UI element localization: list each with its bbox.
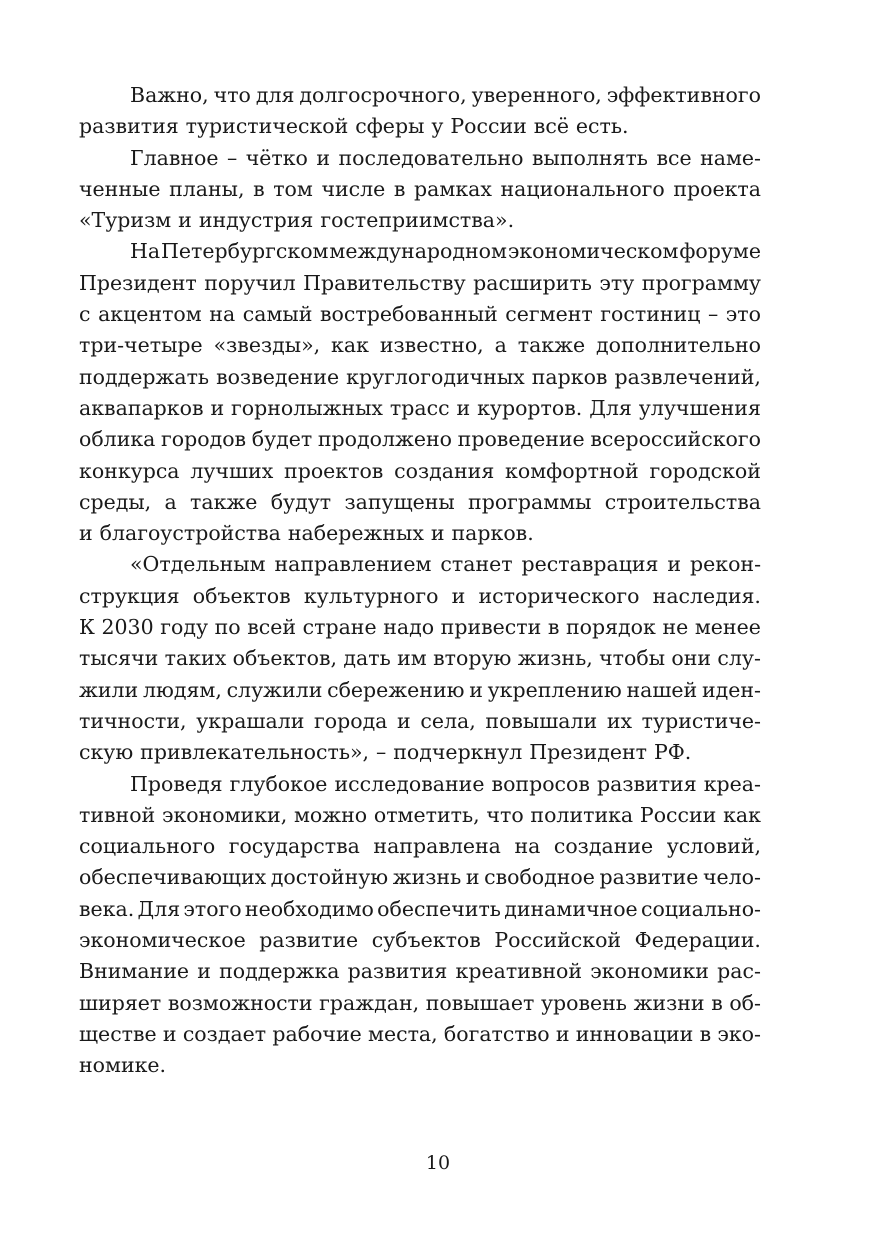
- word: украшали: [196, 708, 305, 733]
- word: сбережению: [327, 677, 465, 702]
- word: инновации: [575, 1021, 694, 1046]
- text-line: [79, 612, 761, 643]
- word: Федерации.: [634, 928, 761, 953]
- word: числе: [321, 176, 386, 201]
- word: Для: [137, 896, 181, 921]
- text-line: [79, 330, 761, 361]
- text-line: [79, 769, 761, 800]
- word: известно,: [379, 333, 484, 358]
- word: экономики: [590, 959, 709, 984]
- word: экономическом: [507, 239, 679, 264]
- word: слу-: [717, 646, 761, 671]
- word: у: [431, 114, 444, 139]
- word: иден-: [701, 677, 761, 702]
- text-line: [79, 925, 761, 956]
- word: и: [162, 1021, 177, 1046]
- word: рас-: [717, 959, 761, 984]
- word: этого: [183, 896, 242, 921]
- word: сегмент: [505, 302, 593, 327]
- word: проектов: [284, 458, 384, 483]
- word: круглогодичных: [346, 364, 525, 389]
- word: достойную: [270, 865, 389, 890]
- word: ширяет: [79, 990, 162, 1015]
- paragraph: [79, 236, 761, 549]
- word: трасс: [389, 395, 450, 420]
- word: строительства: [604, 489, 761, 514]
- word: среды,: [79, 489, 152, 514]
- word: всё: [533, 114, 569, 139]
- text-line: [79, 1019, 761, 1050]
- word: поручил: [204, 270, 296, 295]
- word: международном: [329, 239, 507, 264]
- word: также: [190, 489, 258, 514]
- word: проекта: [673, 176, 761, 201]
- text-line: [79, 80, 761, 111]
- word: программы: [468, 489, 592, 514]
- word: будет: [251, 427, 313, 452]
- word: в: [699, 1021, 712, 1046]
- word: поддержка: [219, 959, 340, 984]
- page-number: 10: [425, 1152, 451, 1174]
- word: условий,: [666, 834, 761, 859]
- word: «Туризм: [79, 208, 172, 233]
- word: как: [723, 802, 761, 827]
- word: жизнь: [392, 865, 462, 890]
- word: эффективного: [606, 83, 761, 107]
- word: как: [331, 333, 369, 358]
- word: развития: [347, 959, 448, 984]
- word: креа-: [703, 771, 761, 796]
- word: развития: [596, 771, 697, 796]
- word: укреплению: [487, 677, 622, 702]
- word: и: [397, 708, 411, 733]
- word: и: [178, 208, 192, 233]
- word: развитие: [599, 865, 699, 890]
- word: индустрия: [198, 208, 314, 233]
- word: исследование: [334, 771, 485, 796]
- word: и: [210, 395, 225, 420]
- word: национального: [500, 176, 665, 201]
- word: объектов,: [232, 646, 338, 671]
- word: городов: [161, 427, 247, 452]
- word: что: [213, 83, 251, 107]
- word: России: [450, 114, 527, 139]
- word: чтобы: [599, 646, 666, 671]
- word: не: [662, 615, 689, 640]
- text-line: [79, 424, 761, 455]
- text-line: [79, 894, 761, 925]
- word: культурного: [303, 583, 439, 608]
- word: развитие: [259, 928, 359, 953]
- text-line: [79, 800, 761, 831]
- word: тивной: [79, 802, 156, 827]
- word: набережных: [287, 521, 424, 546]
- word: улучшения: [638, 395, 761, 420]
- word: Правительству: [303, 270, 466, 295]
- word: том: [273, 176, 313, 201]
- text-line: [79, 174, 761, 205]
- text-line: [79, 643, 761, 674]
- word: Петербургском: [161, 239, 329, 264]
- word: реставрация: [521, 552, 659, 577]
- word: менее: [694, 615, 761, 640]
- text-line: [79, 236, 761, 267]
- word: дать: [343, 646, 391, 671]
- text-line: [79, 393, 761, 424]
- word: всей: [247, 615, 297, 640]
- word: проведение: [457, 427, 585, 452]
- word: и: [316, 145, 331, 170]
- word: создания: [394, 458, 495, 483]
- word: Проведя: [130, 771, 223, 796]
- word: парков: [531, 364, 608, 389]
- word: тичности,: [79, 708, 187, 733]
- word: самый: [242, 302, 313, 327]
- word: эту: [599, 270, 635, 295]
- word: обеспечить: [377, 896, 501, 921]
- word: конкурса: [79, 458, 180, 483]
- word: тысячи: [79, 646, 159, 671]
- word: на: [514, 834, 541, 859]
- word: планы,: [169, 176, 245, 201]
- word: социального: [79, 834, 216, 859]
- word: сферы: [355, 114, 425, 139]
- text-line: [79, 456, 761, 487]
- word: обеспечивающих: [79, 865, 267, 890]
- word: людям,: [142, 677, 222, 702]
- word: «звезды»,: [213, 333, 321, 358]
- word: таких: [164, 646, 227, 671]
- word: подчеркнул: [393, 740, 523, 765]
- word: субъектов: [371, 928, 481, 953]
- word: это: [725, 302, 761, 327]
- word: горнолыжных: [231, 395, 383, 420]
- word: возведение: [216, 364, 340, 389]
- word: места,: [368, 1021, 438, 1046]
- word: чело-: [702, 865, 761, 890]
- word: надо: [383, 615, 435, 640]
- text-line: [79, 362, 761, 393]
- word: России: [639, 802, 717, 827]
- word: повышали: [485, 708, 598, 733]
- text-line: [79, 706, 761, 737]
- word: дополнительно: [596, 333, 761, 358]
- word: с: [79, 302, 91, 327]
- word: и: [465, 865, 480, 890]
- word: все: [656, 145, 692, 170]
- word: городской: [649, 458, 761, 483]
- word: долгосрочного,: [299, 83, 467, 107]
- word: есть.: [575, 114, 629, 139]
- word: выполнять: [531, 145, 648, 170]
- word: наследия.: [652, 583, 761, 608]
- word: также: [517, 333, 586, 358]
- text-line: [79, 956, 761, 987]
- word: РФ.: [653, 740, 692, 765]
- text-line: [79, 1050, 761, 1081]
- word: креативной: [455, 959, 583, 984]
- word: развития: [79, 114, 179, 139]
- text-line: [79, 549, 761, 580]
- word: станет: [440, 552, 513, 577]
- text-line: [79, 111, 761, 142]
- text-line: [79, 675, 761, 706]
- text-line: [79, 205, 761, 236]
- word: Для: [589, 395, 632, 420]
- word: служили: [226, 677, 323, 702]
- word: Президент: [529, 740, 647, 765]
- word: расширить: [473, 270, 592, 295]
- word: рабочие: [272, 1021, 362, 1046]
- word: политика: [530, 802, 634, 827]
- word: продолжено: [317, 427, 453, 452]
- word: и: [469, 677, 483, 702]
- word: и: [451, 583, 466, 608]
- word: аквапарков: [79, 395, 204, 420]
- word: запущены: [344, 489, 455, 514]
- word: –: [707, 302, 719, 327]
- word: туристиче-: [641, 708, 761, 733]
- word: государства: [228, 834, 360, 859]
- word: социально-: [640, 896, 761, 921]
- word: по: [214, 615, 241, 640]
- word: вторую: [433, 646, 512, 671]
- word: наме-: [700, 145, 761, 170]
- word: струкция: [79, 583, 180, 608]
- word: парков.: [451, 521, 534, 546]
- word: номике.: [79, 1053, 167, 1078]
- word: Важно,: [130, 83, 209, 107]
- word: возможности: [167, 990, 313, 1015]
- word: рамках: [414, 176, 492, 201]
- word: они: [671, 646, 712, 671]
- text-line: [79, 862, 761, 893]
- word: на: [209, 302, 236, 327]
- text-line: [79, 581, 761, 612]
- word: «Отдельным: [130, 552, 266, 577]
- paragraph: [79, 80, 761, 143]
- word: направлением: [274, 552, 432, 577]
- paragraph: [79, 549, 761, 768]
- text-line: [79, 831, 761, 862]
- word: всероссийского: [590, 427, 761, 452]
- word: и: [79, 521, 93, 546]
- document-body: [79, 80, 761, 1082]
- text-line: [79, 268, 761, 299]
- word: Главное: [130, 145, 219, 170]
- word: нашей: [626, 677, 698, 702]
- word: ченные: [79, 176, 161, 201]
- text-line: [79, 737, 761, 768]
- word: направлена: [373, 834, 501, 859]
- word: стране: [302, 615, 377, 640]
- word: последовательно: [338, 145, 524, 170]
- word: создает: [182, 1021, 267, 1046]
- word: развлечений,: [614, 364, 761, 389]
- word: гостеприимства».: [320, 208, 515, 233]
- word: века.: [79, 896, 135, 921]
- word: и: [430, 521, 445, 546]
- word: глубокое: [229, 771, 328, 796]
- word: комфортной: [505, 458, 639, 483]
- word: скую: [79, 740, 134, 765]
- word: будут: [270, 489, 332, 514]
- word: На: [130, 239, 161, 264]
- word: форуме: [679, 239, 761, 264]
- word: порядок: [566, 615, 656, 640]
- word: чётко: [245, 145, 308, 170]
- word: Президент: [79, 270, 197, 295]
- word: об-: [729, 990, 761, 1015]
- word: –: [376, 740, 387, 765]
- word: 2030: [101, 615, 154, 640]
- paragraph: [79, 143, 761, 237]
- word: им: [397, 646, 427, 671]
- word: рекон-: [690, 552, 761, 577]
- word: акцентом: [98, 302, 202, 327]
- word: в: [547, 615, 560, 640]
- word: исторического: [478, 583, 640, 608]
- text-line: [79, 487, 761, 518]
- word: и: [197, 959, 211, 984]
- text-line: [79, 143, 761, 174]
- word: динамичное: [504, 896, 638, 921]
- word: Внимание: [79, 959, 190, 984]
- word: привлекательность»,: [140, 740, 370, 765]
- word: свободное: [484, 865, 595, 890]
- word: можно: [293, 802, 368, 827]
- word: облика: [79, 427, 156, 452]
- word: в: [393, 176, 406, 201]
- word: повышает: [425, 990, 535, 1015]
- word: жизни: [633, 990, 705, 1015]
- word: экономики,: [161, 802, 288, 827]
- text-line: [79, 299, 761, 330]
- word: богатство: [443, 1021, 550, 1046]
- word: отметить,: [373, 802, 480, 827]
- word: гостиниц: [600, 302, 701, 327]
- word: и: [555, 1021, 570, 1046]
- word: три-четыре: [79, 333, 203, 358]
- word: экономическое: [79, 928, 246, 953]
- word: вопросов: [491, 771, 590, 796]
- word: К: [79, 615, 95, 640]
- word: и: [667, 552, 682, 577]
- word: в: [711, 990, 723, 1015]
- word: и: [456, 395, 471, 420]
- word: –: [226, 145, 238, 170]
- word: а: [494, 333, 507, 358]
- word: а: [164, 489, 177, 514]
- word: жили: [79, 677, 139, 702]
- word: курортов.: [477, 395, 583, 420]
- word: объектов: [192, 583, 291, 608]
- word: эко-: [717, 1021, 761, 1046]
- word: жизнь,: [517, 646, 593, 671]
- word: города: [314, 708, 388, 733]
- word: году: [160, 615, 209, 640]
- text-line: [79, 988, 761, 1019]
- word: необходимо: [244, 896, 374, 921]
- text-line: [79, 518, 761, 549]
- word: востребованный: [319, 302, 498, 327]
- word: благоустройства: [99, 521, 281, 546]
- word: Российской: [494, 928, 622, 953]
- word: туристической: [185, 114, 349, 139]
- word: привести: [440, 615, 542, 640]
- word: ществе: [79, 1021, 157, 1046]
- word: их: [606, 708, 633, 733]
- word: граждан,: [319, 990, 420, 1015]
- word: программу: [641, 270, 761, 295]
- word: поддержать: [79, 364, 210, 389]
- word: села,: [420, 708, 476, 733]
- word: лучших: [190, 458, 274, 483]
- word: уверенного,: [471, 83, 602, 107]
- word: создание: [553, 834, 654, 859]
- word: в: [253, 176, 265, 201]
- word: что: [486, 802, 524, 827]
- paragraph: [79, 769, 761, 1082]
- word: для: [255, 83, 295, 107]
- word: уровень: [540, 990, 627, 1015]
